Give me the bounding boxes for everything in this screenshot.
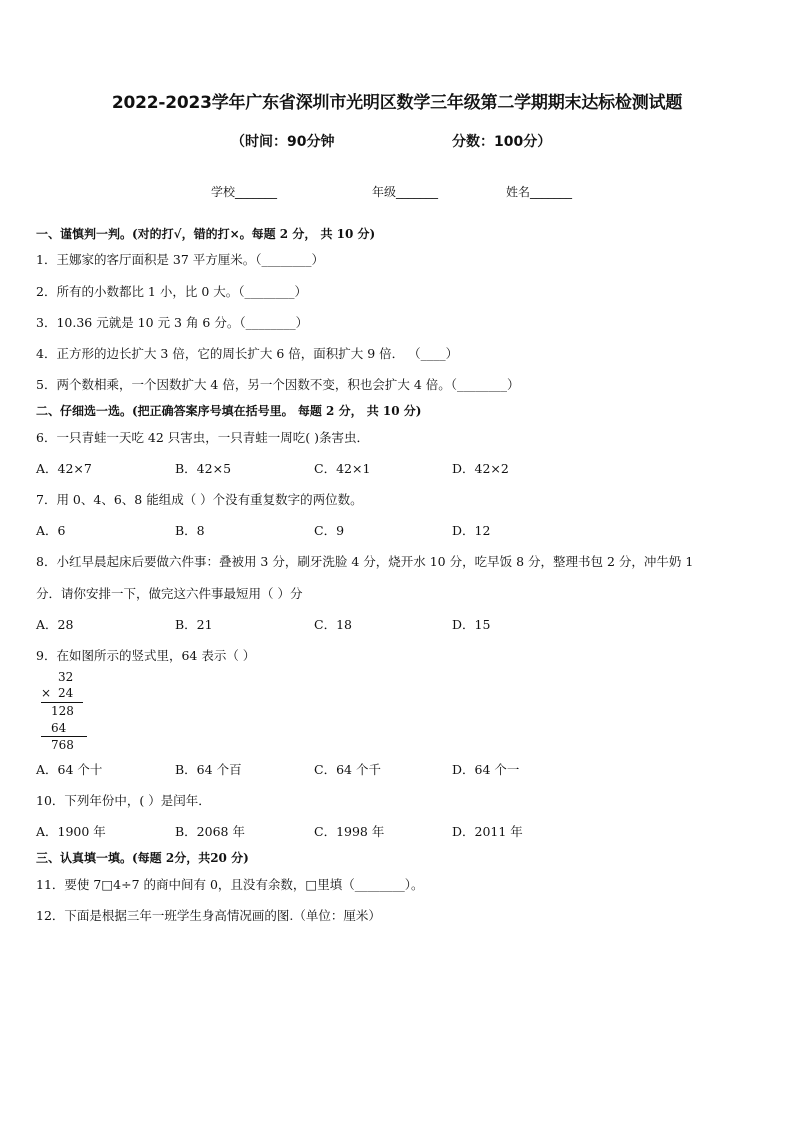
question-9: 9．在如图所示的竖式里，64 表示（ ） [36, 648, 256, 663]
question-4: 4．正方形的边长扩大 3 倍，它的周长扩大 6 倍，面积扩大 9 倍． （____） [36, 346, 459, 361]
question-10: 10．下列年份中，( ）是闰年． [36, 793, 211, 808]
time-label: （时间：90分钟 [231, 134, 335, 150]
question-5: 5．两个数相乘，一个因数扩大 4 倍，另一个因数不变，积也会扩大 4 倍。（________） [36, 377, 520, 392]
score-label: 分数：100分） [452, 134, 552, 150]
question-11: 11．要使 7□4÷7 的商中间有 0，且没有余数，□里填（________）。 [36, 877, 424, 892]
q6-option-c: C．42×1 [314, 461, 371, 476]
school-field: 学校_______ [211, 185, 278, 199]
question-1: 1．王娜家的客厅面积是 37 平方厘米。（________） [36, 252, 325, 267]
q7-option-a: A．6 [36, 523, 66, 538]
q6-option-b: B．42×5 [175, 461, 232, 476]
calc-partial-2: 64 [51, 721, 67, 735]
calc-partial-1: 128 [51, 704, 74, 718]
q9-option-a: A．64 个十 [36, 762, 103, 777]
section-2-heading: 二、仔细选一选。(把正确答案序号填在括号里。 每题 2 分， 共 10 分) [36, 404, 422, 418]
question-6: 6．一只青蛙一天吃 42 只害虫，一只青蛙一周吃( )条害虫． [36, 430, 370, 445]
q8-option-a: A．28 [36, 617, 74, 632]
section-3-heading: 三、认真填一填。(每题 2分，共20 分) [36, 851, 249, 865]
question-12: 12．下面是根据三年一班学生身高情况画的图.（单位：厘米） [36, 908, 381, 923]
q8-option-d: D．15 [452, 617, 491, 632]
q6-option-d: D．42×2 [452, 461, 509, 476]
section-1-heading: 一、谨慎判一判。(对的打√，错的打×。每题 2 分， 共 10 分) [36, 227, 376, 241]
calc-multiplier: 24 [58, 686, 74, 700]
q10-option-d: D．2011 年 [452, 824, 523, 839]
name-field: 姓名_______ [506, 185, 573, 199]
calc-result: 768 [51, 738, 74, 752]
q7-option-c: C．9 [314, 523, 345, 538]
q9-option-d: D．64 个一 [452, 762, 520, 777]
question-3: 3．10.36 元就是 10 元 3 角 6 分。（________） [36, 315, 309, 330]
question-8-line-2: 分．请你安排一下，做完这六件事最短用（ ）分 [36, 586, 303, 601]
q10-option-c: C．1998 年 [314, 824, 385, 839]
question-7: 7．用 0、4、6、8 能组成（ ）个没有重复数字的两位数。 [36, 492, 363, 507]
q7-option-d: D．12 [452, 523, 491, 538]
grade-field: 年级_______ [372, 185, 439, 199]
q10-option-a: A．1900 年 [36, 824, 106, 839]
calc-line-2 [41, 736, 87, 737]
question-8-line-1: 8．小红早晨起床后要做六件事：叠被用 3 分，刷牙洗脸 4 分，烧开水 10 分，吃早饭 8 分，整理书包 2 分，冲牛奶 1 [36, 554, 694, 569]
q7-option-b: B．8 [175, 523, 205, 538]
q8-option-c: C．18 [314, 617, 352, 632]
calc-line-1 [41, 702, 83, 703]
q10-option-b: B．2068 年 [175, 824, 245, 839]
question-2: 2．所有的小数都比 1 小，比 0 大。（________） [36, 284, 308, 299]
calc-multiplicand: 32 [58, 670, 74, 684]
q6-option-a: A．42×7 [36, 461, 92, 476]
q9-option-b: B．64 个百 [175, 762, 242, 777]
q9-option-c: C．64 个千 [314, 762, 381, 777]
calc-times-sign: × [41, 686, 52, 700]
page-title: 2022-2023学年广东省深圳市光明区数学三年级第二学期期末达标检测试题 [111, 93, 683, 113]
q8-option-b: B．21 [175, 617, 213, 632]
